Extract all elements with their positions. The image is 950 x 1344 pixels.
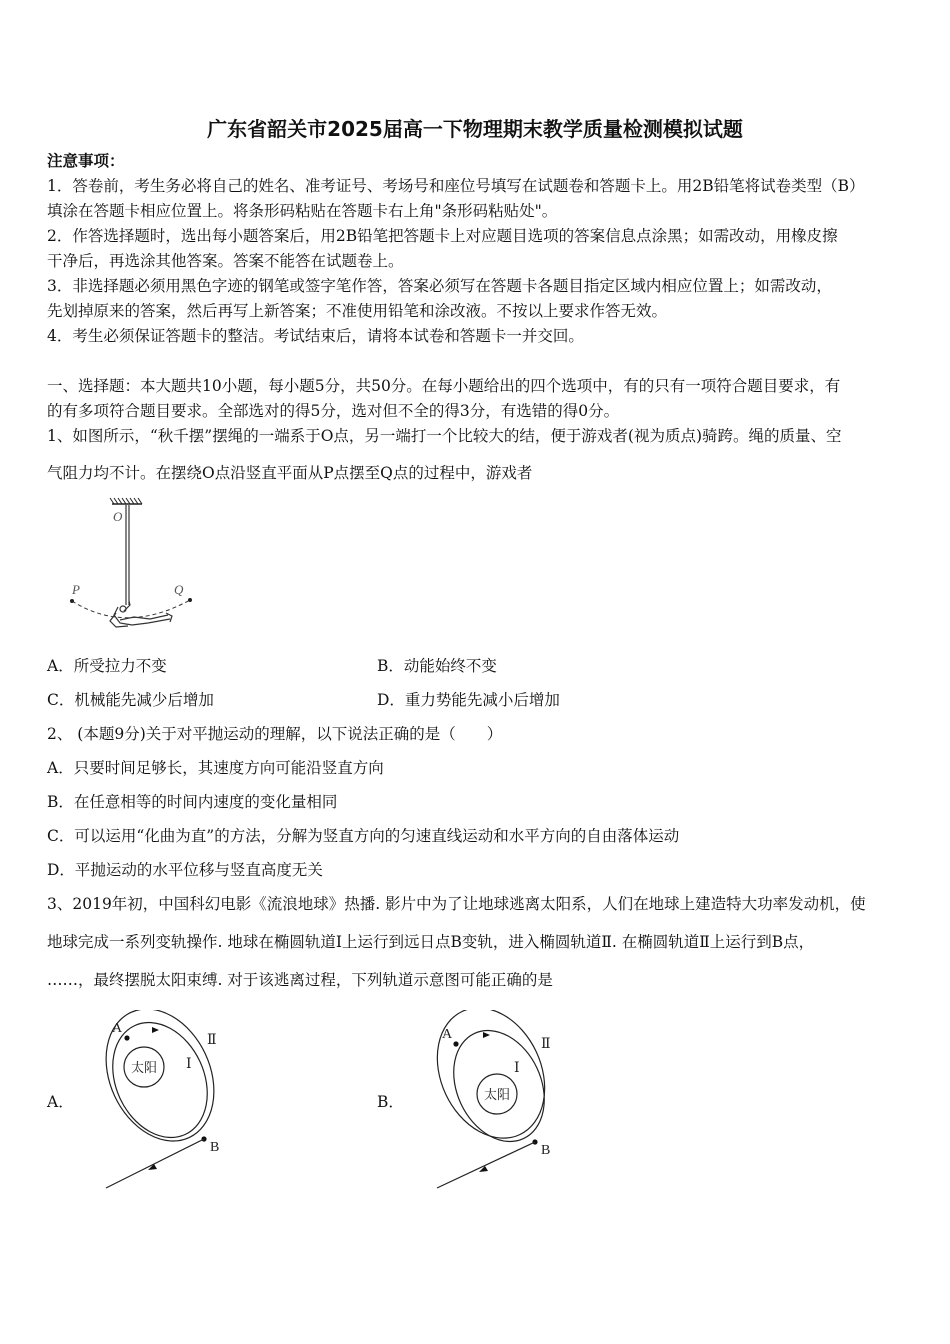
orbit-arrow	[483, 1032, 490, 1038]
q3-stem: 3、2019年初，中国科幻电影《流浪地球》热播. 影片中为了让地球逃离太阳系，人们在地球上建造特大功率发动机，使	[47, 895, 866, 913]
escape-line	[437, 1142, 535, 1188]
orbit-i-label: Ⅰ	[186, 1057, 192, 1072]
notice-line: 干净后，再选涂其他答案。答案不能答在试题卷上。	[47, 252, 404, 270]
sun-label: 太阳	[130, 1060, 158, 1075]
point-b-label: B	[210, 1140, 220, 1155]
q1-stem: 气阻力均不计。在摆绕O点沿竖直平面从P点摆至Q点的过程中，游戏者	[47, 464, 533, 482]
q1-option-d: D．重力势能先减小后增加	[377, 691, 560, 709]
q2-option-d: D．平抛运动的水平位移与竖直高度无关	[47, 861, 323, 879]
orbit-ii-label: Ⅱ	[207, 1033, 217, 1048]
q1-option-a: A．所受拉力不变	[47, 657, 167, 675]
point-b-label: B	[541, 1143, 551, 1158]
q3-stem: ……，最终摆脱太阳束缚. 对于该逃离过程，下列轨道示意图可能正确的是	[47, 971, 553, 989]
escape-arrow	[479, 1166, 488, 1172]
point-a-label: A	[112, 1021, 123, 1036]
orbit-diagram-b	[423, 1010, 573, 1195]
q2-option-c: C．可以运用“化曲为直”的方法，分解为竖直方向的匀速直线运动和水平方向的自由落体运动	[47, 827, 680, 845]
notice-line: 填涂在答题卡相应位置上。将条形码粘贴在答题卡右上角"条形码粘贴处"。	[47, 202, 558, 220]
q1-option-c: C．机械能先减少后增加	[47, 691, 214, 709]
notice-line: 先划掉原来的答案，然后再写上新答案；不准使用铅笔和涂改液。不按以上要求作答无效。	[47, 302, 668, 320]
label-p: P	[72, 582, 80, 597]
q2-stem: 2、 (本题9分)关于对平抛运动的理解，以下说法正确的是（ ）	[47, 725, 503, 743]
point-a-dot	[453, 1041, 458, 1046]
sun-label: 太阳	[483, 1087, 511, 1102]
notice-line: 4．考生必须保证答题卡的整洁。考试结束后，请将本试卷和答题卡一并交回。	[47, 327, 584, 345]
label-q: Q	[174, 582, 184, 597]
section-intro: 的有多项符合题目要求。全部选对的得5分，选对但不全的得3分，有选错的得0分。	[47, 402, 620, 420]
orbit-arrow	[152, 1027, 159, 1033]
q1-option-b: B．动能始终不变	[377, 657, 497, 675]
q3-option-a-letter: A．	[47, 1093, 74, 1111]
point-a-label: A	[442, 1027, 453, 1042]
page-title: 广东省韶关市2025届高一下物理期末教学质量检测模拟试题	[207, 117, 743, 141]
orbit-diagram-a	[92, 1010, 242, 1195]
label-o: O	[113, 509, 123, 524]
orbit-ii-label: Ⅱ	[541, 1037, 551, 1052]
player-figure	[110, 601, 172, 627]
notice-heading: 注意事项：	[47, 151, 125, 170]
q3-option-b-letter: B．	[377, 1093, 404, 1111]
notice-line: 3．非选择题必须用黑色字迹的钢笔或签字笔作答，答案必须写在答题卡各题目指定区域内相应位置上；如需改动，	[47, 277, 832, 295]
notice-line: 1．答卷前，考生务必将自己的姓名、准考证号、考场号和座位号填写在试题卷和答题卡上。用2B铅笔将试卷类型（B）	[47, 177, 865, 195]
notice-line: 2．作答选择题时，选出每小题答案后，用2B铅笔把答题卡上对应题目选项的答案信息点涂黑；如需改动，用橡皮擦	[47, 227, 838, 245]
q2-option-b: B．在任意相等的时间内速度的变化量相同	[47, 793, 338, 811]
swing-figure	[60, 495, 200, 645]
q2-option-a: A．只要时间足够长，其速度方向可能沿竖直方向	[47, 759, 384, 777]
q1-stem: 1、如图所示，“秋千摆”摆绳的一端系于O点，另一端打一个比较大的结，便于游戏者(视为质点)骑跨。绳的质量、空	[47, 427, 842, 445]
q3-stem: 地球完成一系列变轨操作. 地球在椭圆轨道Ⅰ上运行到远日点B变轨，进入椭圆轨道Ⅱ. 在椭圆轨道Ⅱ上运行到B点，	[47, 933, 815, 951]
orbit-i-label: Ⅰ	[514, 1061, 520, 1076]
point-a-dot	[124, 1035, 129, 1040]
escape-line	[106, 1139, 204, 1188]
section-intro: 一、选择题：本大题共10小题，每小题5分，共50分。在每小题给出的四个选项中，有的只有一项符合题目要求，有	[47, 377, 841, 395]
